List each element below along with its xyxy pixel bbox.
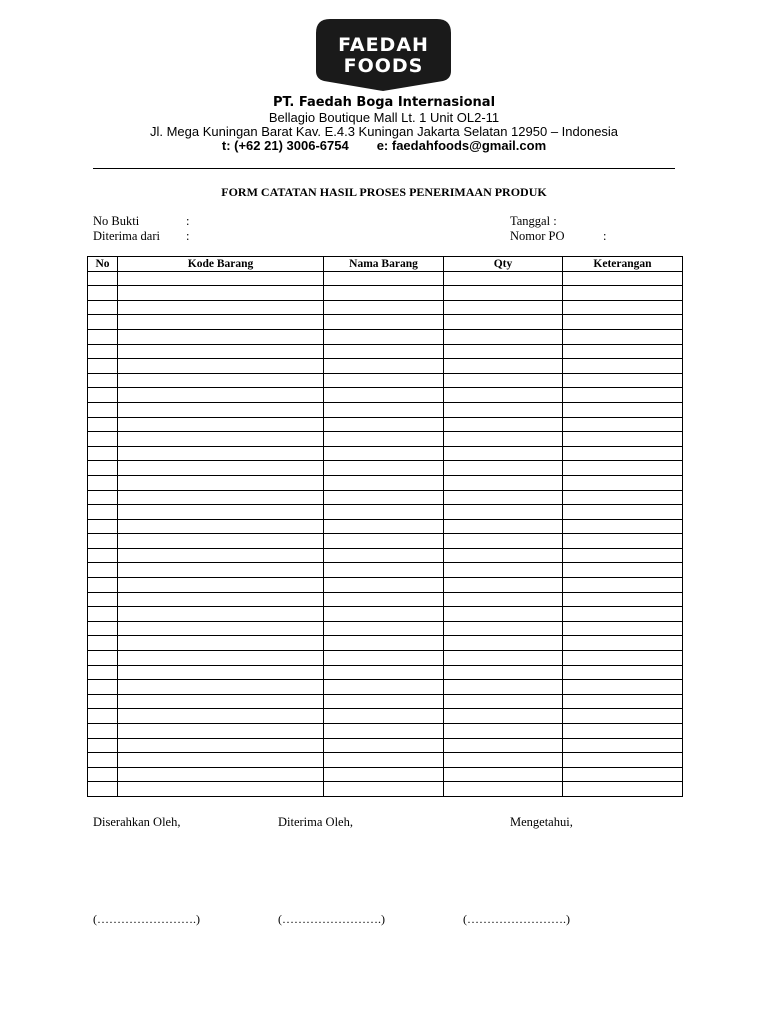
table-cell[interactable]: [444, 665, 563, 680]
table-row: [88, 782, 683, 797]
table-cell[interactable]: [563, 665, 683, 680]
company-address-line1: Bellagio Boutique Mall Lt. 1 Unit OL2-11: [268, 110, 500, 125]
table-row: [88, 578, 683, 593]
table-cell[interactable]: [88, 651, 118, 666]
table-cell[interactable]: [444, 578, 563, 593]
table-cell[interactable]: [444, 563, 563, 578]
table-cell[interactable]: [88, 300, 118, 315]
table-row: [88, 753, 683, 768]
table-row: [88, 490, 683, 505]
table-cell[interactable]: [118, 271, 324, 286]
table-cell[interactable]: [444, 694, 563, 709]
table-cell[interactable]: [563, 388, 683, 403]
table-cell[interactable]: [563, 738, 683, 753]
table-cell[interactable]: [324, 388, 444, 403]
table-cell[interactable]: [118, 651, 324, 666]
table-cell[interactable]: [324, 286, 444, 301]
table-row: [88, 300, 683, 315]
table-cell[interactable]: [88, 636, 118, 651]
form-title: FORM CATATAN HASIL PROSES PENERIMAAN PRODUK: [221, 185, 547, 199]
table-cell[interactable]: [118, 359, 324, 374]
table-cell[interactable]: [444, 344, 563, 359]
table-cell[interactable]: [324, 344, 444, 359]
table-cell[interactable]: [118, 563, 324, 578]
table-cell[interactable]: [88, 329, 118, 344]
table-cell[interactable]: [444, 373, 563, 388]
nomor-po-label: Nomor PO: [510, 229, 565, 243]
table-row: [88, 767, 683, 782]
table-row: [88, 607, 683, 622]
table-cell[interactable]: [444, 651, 563, 666]
table-cell[interactable]: [444, 475, 563, 490]
table-row: [88, 694, 683, 709]
table-cell[interactable]: [324, 592, 444, 607]
table-cell[interactable]: [88, 286, 118, 301]
table-cell[interactable]: [324, 519, 444, 534]
table-cell[interactable]: [324, 315, 444, 330]
table-cell[interactable]: [118, 432, 324, 447]
table-cell[interactable]: [88, 417, 118, 432]
table-cell[interactable]: [88, 607, 118, 622]
table-cell[interactable]: [324, 621, 444, 636]
table-cell[interactable]: [444, 738, 563, 753]
table-row: [88, 534, 683, 549]
table-row: [88, 402, 683, 417]
table-cell[interactable]: [563, 286, 683, 301]
table-row: [88, 475, 683, 490]
table-cell[interactable]: [118, 548, 324, 563]
table-cell[interactable]: [118, 621, 324, 636]
signature-blank-diterima: (…………………….): [278, 912, 385, 926]
table-cell[interactable]: [88, 592, 118, 607]
table-row: [88, 592, 683, 607]
signature-blank-mengetahui: (…………………….): [463, 912, 570, 926]
table-cell[interactable]: [324, 694, 444, 709]
table-row: [88, 417, 683, 432]
table-cell[interactable]: [118, 534, 324, 549]
company-address-line2: Jl. Mega Kuningan Barat Kav. E.4.3 Kuningan Jakarta Selatan 12950 – Indonesia: [149, 124, 619, 139]
table-cell[interactable]: [88, 519, 118, 534]
table-cell[interactable]: [444, 417, 563, 432]
table-row: [88, 344, 683, 359]
table-cell[interactable]: [88, 665, 118, 680]
table-cell[interactable]: [444, 315, 563, 330]
col-header-kode-barang: Kode Barang: [118, 257, 324, 272]
table-cell[interactable]: [563, 402, 683, 417]
table-cell[interactable]: [324, 563, 444, 578]
table-row: [88, 461, 683, 476]
table-cell[interactable]: [563, 446, 683, 461]
table-cell[interactable]: [324, 709, 444, 724]
table-cell[interactable]: [563, 373, 683, 388]
table-cell[interactable]: [88, 388, 118, 403]
col-header-qty: Qty: [444, 257, 563, 272]
table-cell[interactable]: [324, 505, 444, 520]
table-cell[interactable]: [118, 636, 324, 651]
company-phone: t: (+62 21) 3006-6754: [221, 138, 349, 153]
company-name: PT. Faedah Boga Internasional: [272, 95, 496, 110]
table-row: [88, 738, 683, 753]
table-cell[interactable]: [118, 300, 324, 315]
table-cell[interactable]: [563, 607, 683, 622]
table-cell[interactable]: [118, 286, 324, 301]
no-bukti-colon: :: [186, 214, 190, 228]
table-cell[interactable]: [563, 315, 683, 330]
table-cell[interactable]: [88, 548, 118, 563]
table-cell[interactable]: [118, 315, 324, 330]
table-cell[interactable]: [563, 490, 683, 505]
table-cell[interactable]: [118, 475, 324, 490]
table-cell[interactable]: [444, 461, 563, 476]
table-cell[interactable]: [563, 680, 683, 695]
table-cell[interactable]: [118, 724, 324, 739]
table-cell[interactable]: [88, 680, 118, 695]
table-row: [88, 373, 683, 388]
table-cell[interactable]: [563, 636, 683, 651]
table-row: [88, 388, 683, 403]
table-cell[interactable]: [324, 446, 444, 461]
table-cell[interactable]: [563, 505, 683, 520]
table-cell[interactable]: [88, 694, 118, 709]
table-cell[interactable]: [563, 461, 683, 476]
table-cell[interactable]: [563, 475, 683, 490]
table-cell[interactable]: [118, 373, 324, 388]
table-row: [88, 329, 683, 344]
table-cell[interactable]: [118, 461, 324, 476]
table-cell[interactable]: [118, 709, 324, 724]
table-row: [88, 505, 683, 520]
table-row: [88, 315, 683, 330]
table-cell[interactable]: [444, 402, 563, 417]
table-cell[interactable]: [324, 417, 444, 432]
table-body: [88, 271, 683, 796]
table-cell[interactable]: [444, 782, 563, 797]
table-cell[interactable]: [563, 359, 683, 374]
table-cell[interactable]: [118, 417, 324, 432]
table-cell[interactable]: [88, 738, 118, 753]
table-cell[interactable]: [88, 490, 118, 505]
table-cell[interactable]: [444, 548, 563, 563]
col-header-keterangan: Keterangan: [563, 257, 683, 272]
signature-label-mengetahui: Mengetahui,: [510, 815, 573, 829]
table-cell[interactable]: [118, 446, 324, 461]
company-email: e: faedahfoods@gmail.com: [376, 138, 547, 153]
table-row: [88, 519, 683, 534]
company-contact: [0, 138, 768, 153]
table-cell[interactable]: [118, 344, 324, 359]
table-cell[interactable]: [324, 767, 444, 782]
signature-label-diterima: Diterima Oleh,: [278, 815, 353, 829]
table-cell[interactable]: [88, 767, 118, 782]
table-cell[interactable]: [563, 344, 683, 359]
table-cell[interactable]: [88, 753, 118, 768]
table-cell[interactable]: [444, 519, 563, 534]
table-cell[interactable]: [88, 461, 118, 476]
logo-text-line1: FAEDAH: [338, 34, 429, 56]
table-cell[interactable]: [324, 724, 444, 739]
table-cell[interactable]: [88, 432, 118, 447]
table-cell[interactable]: [563, 271, 683, 286]
table-cell[interactable]: [444, 388, 563, 403]
table-cell[interactable]: [324, 490, 444, 505]
table-cell[interactable]: [563, 519, 683, 534]
table-cell[interactable]: [324, 782, 444, 797]
table-cell[interactable]: [88, 709, 118, 724]
nomor-po-colon: :: [603, 229, 607, 243]
table-cell[interactable]: [88, 563, 118, 578]
col-header-nama-barang: Nama Barang: [324, 257, 444, 272]
table-cell[interactable]: [444, 607, 563, 622]
signature-label-diserahkan: Diserahkan Oleh,: [93, 815, 181, 829]
table-cell[interactable]: [324, 461, 444, 476]
table-cell[interactable]: [88, 271, 118, 286]
table-cell[interactable]: [324, 534, 444, 549]
table-cell[interactable]: [88, 344, 118, 359]
table-cell[interactable]: [563, 724, 683, 739]
table-cell[interactable]: [444, 271, 563, 286]
table-cell[interactable]: [324, 665, 444, 680]
table-cell[interactable]: [324, 738, 444, 753]
table-cell[interactable]: [88, 402, 118, 417]
table-cell[interactable]: [324, 271, 444, 286]
signature-blank-diserahkan: (…………………….): [93, 912, 200, 926]
table-cell[interactable]: [324, 607, 444, 622]
logo-text-line2: FOODS: [343, 55, 424, 77]
table-cell[interactable]: [118, 329, 324, 344]
table-cell[interactable]: [444, 534, 563, 549]
table-row: [88, 636, 683, 651]
table-cell[interactable]: [324, 373, 444, 388]
table-row: [88, 709, 683, 724]
table-cell[interactable]: [444, 753, 563, 768]
table-cell[interactable]: [118, 694, 324, 709]
table-cell[interactable]: [118, 782, 324, 797]
table-cell[interactable]: [324, 329, 444, 344]
table-cell[interactable]: [324, 432, 444, 447]
table-cell[interactable]: [563, 548, 683, 563]
table-cell[interactable]: [118, 665, 324, 680]
table-row: [88, 724, 683, 739]
table-cell[interactable]: [324, 680, 444, 695]
table-row: [88, 359, 683, 374]
header-divider: [93, 168, 675, 169]
table-cell[interactable]: [563, 578, 683, 593]
table-cell[interactable]: [324, 636, 444, 651]
table-cell[interactable]: [563, 534, 683, 549]
table-cell[interactable]: [563, 651, 683, 666]
table-cell[interactable]: [444, 636, 563, 651]
table-cell[interactable]: [88, 315, 118, 330]
table-cell[interactable]: [118, 505, 324, 520]
table-cell[interactable]: [563, 694, 683, 709]
table-cell[interactable]: [444, 446, 563, 461]
table-cell[interactable]: [324, 651, 444, 666]
no-bukti-label: No Bukti: [93, 214, 140, 228]
company-logo: [316, 19, 451, 91]
table-cell[interactable]: [88, 534, 118, 549]
table-header-row: [88, 257, 683, 272]
tanggal-label: Tanggal :: [510, 214, 557, 228]
table-cell[interactable]: [444, 329, 563, 344]
table-row: [88, 271, 683, 286]
table-cell[interactable]: [88, 475, 118, 490]
table-cell[interactable]: [444, 359, 563, 374]
table-cell[interactable]: [324, 402, 444, 417]
table-cell[interactable]: [324, 359, 444, 374]
table-cell[interactable]: [324, 548, 444, 563]
table-cell[interactable]: [88, 782, 118, 797]
table-cell[interactable]: [444, 767, 563, 782]
table-cell[interactable]: [444, 505, 563, 520]
table-cell[interactable]: [324, 300, 444, 315]
table-cell[interactable]: [563, 432, 683, 447]
table-cell[interactable]: [444, 300, 563, 315]
table-cell[interactable]: [88, 724, 118, 739]
table-cell[interactable]: [444, 592, 563, 607]
table-cell[interactable]: [444, 286, 563, 301]
table-cell[interactable]: [118, 592, 324, 607]
table-row: [88, 432, 683, 447]
table-cell[interactable]: [563, 753, 683, 768]
table-cell[interactable]: [324, 578, 444, 593]
table-cell[interactable]: [563, 621, 683, 636]
table-cell[interactable]: [118, 388, 324, 403]
table-cell[interactable]: [324, 753, 444, 768]
table-cell[interactable]: [88, 359, 118, 374]
table-cell[interactable]: [444, 432, 563, 447]
table-row: [88, 665, 683, 680]
table-cell[interactable]: [444, 680, 563, 695]
table-cell[interactable]: [444, 709, 563, 724]
table-cell[interactable]: [444, 724, 563, 739]
table-row: [88, 286, 683, 301]
table-cell[interactable]: [118, 738, 324, 753]
table-cell[interactable]: [118, 753, 324, 768]
table-row: [88, 621, 683, 636]
table-row: [88, 680, 683, 695]
table-cell[interactable]: [563, 782, 683, 797]
table-cell[interactable]: [118, 767, 324, 782]
table-cell[interactable]: [118, 490, 324, 505]
diterima-dari-colon: :: [186, 229, 190, 243]
table-cell[interactable]: [118, 607, 324, 622]
table-row: [88, 446, 683, 461]
col-header-no: No: [88, 257, 118, 272]
table-cell[interactable]: [444, 490, 563, 505]
table-cell[interactable]: [88, 578, 118, 593]
table-cell[interactable]: [118, 578, 324, 593]
table-cell[interactable]: [563, 709, 683, 724]
table-cell[interactable]: [118, 680, 324, 695]
table-cell[interactable]: [563, 592, 683, 607]
table-row: [88, 548, 683, 563]
table-row: [88, 651, 683, 666]
table-row: [88, 563, 683, 578]
table-cell[interactable]: [88, 505, 118, 520]
table-cell[interactable]: [118, 402, 324, 417]
table-cell[interactable]: [563, 417, 683, 432]
table-cell[interactable]: [324, 475, 444, 490]
diterima-dari-label: Diterima dari: [93, 229, 160, 243]
table-cell[interactable]: [563, 767, 683, 782]
table-cell[interactable]: [563, 300, 683, 315]
table-cell[interactable]: [444, 621, 563, 636]
table-cell[interactable]: [88, 446, 118, 461]
items-table: [87, 256, 683, 797]
table-cell[interactable]: [563, 563, 683, 578]
table-cell[interactable]: [88, 621, 118, 636]
table-cell[interactable]: [563, 329, 683, 344]
table-cell[interactable]: [118, 519, 324, 534]
table-cell[interactable]: [88, 373, 118, 388]
